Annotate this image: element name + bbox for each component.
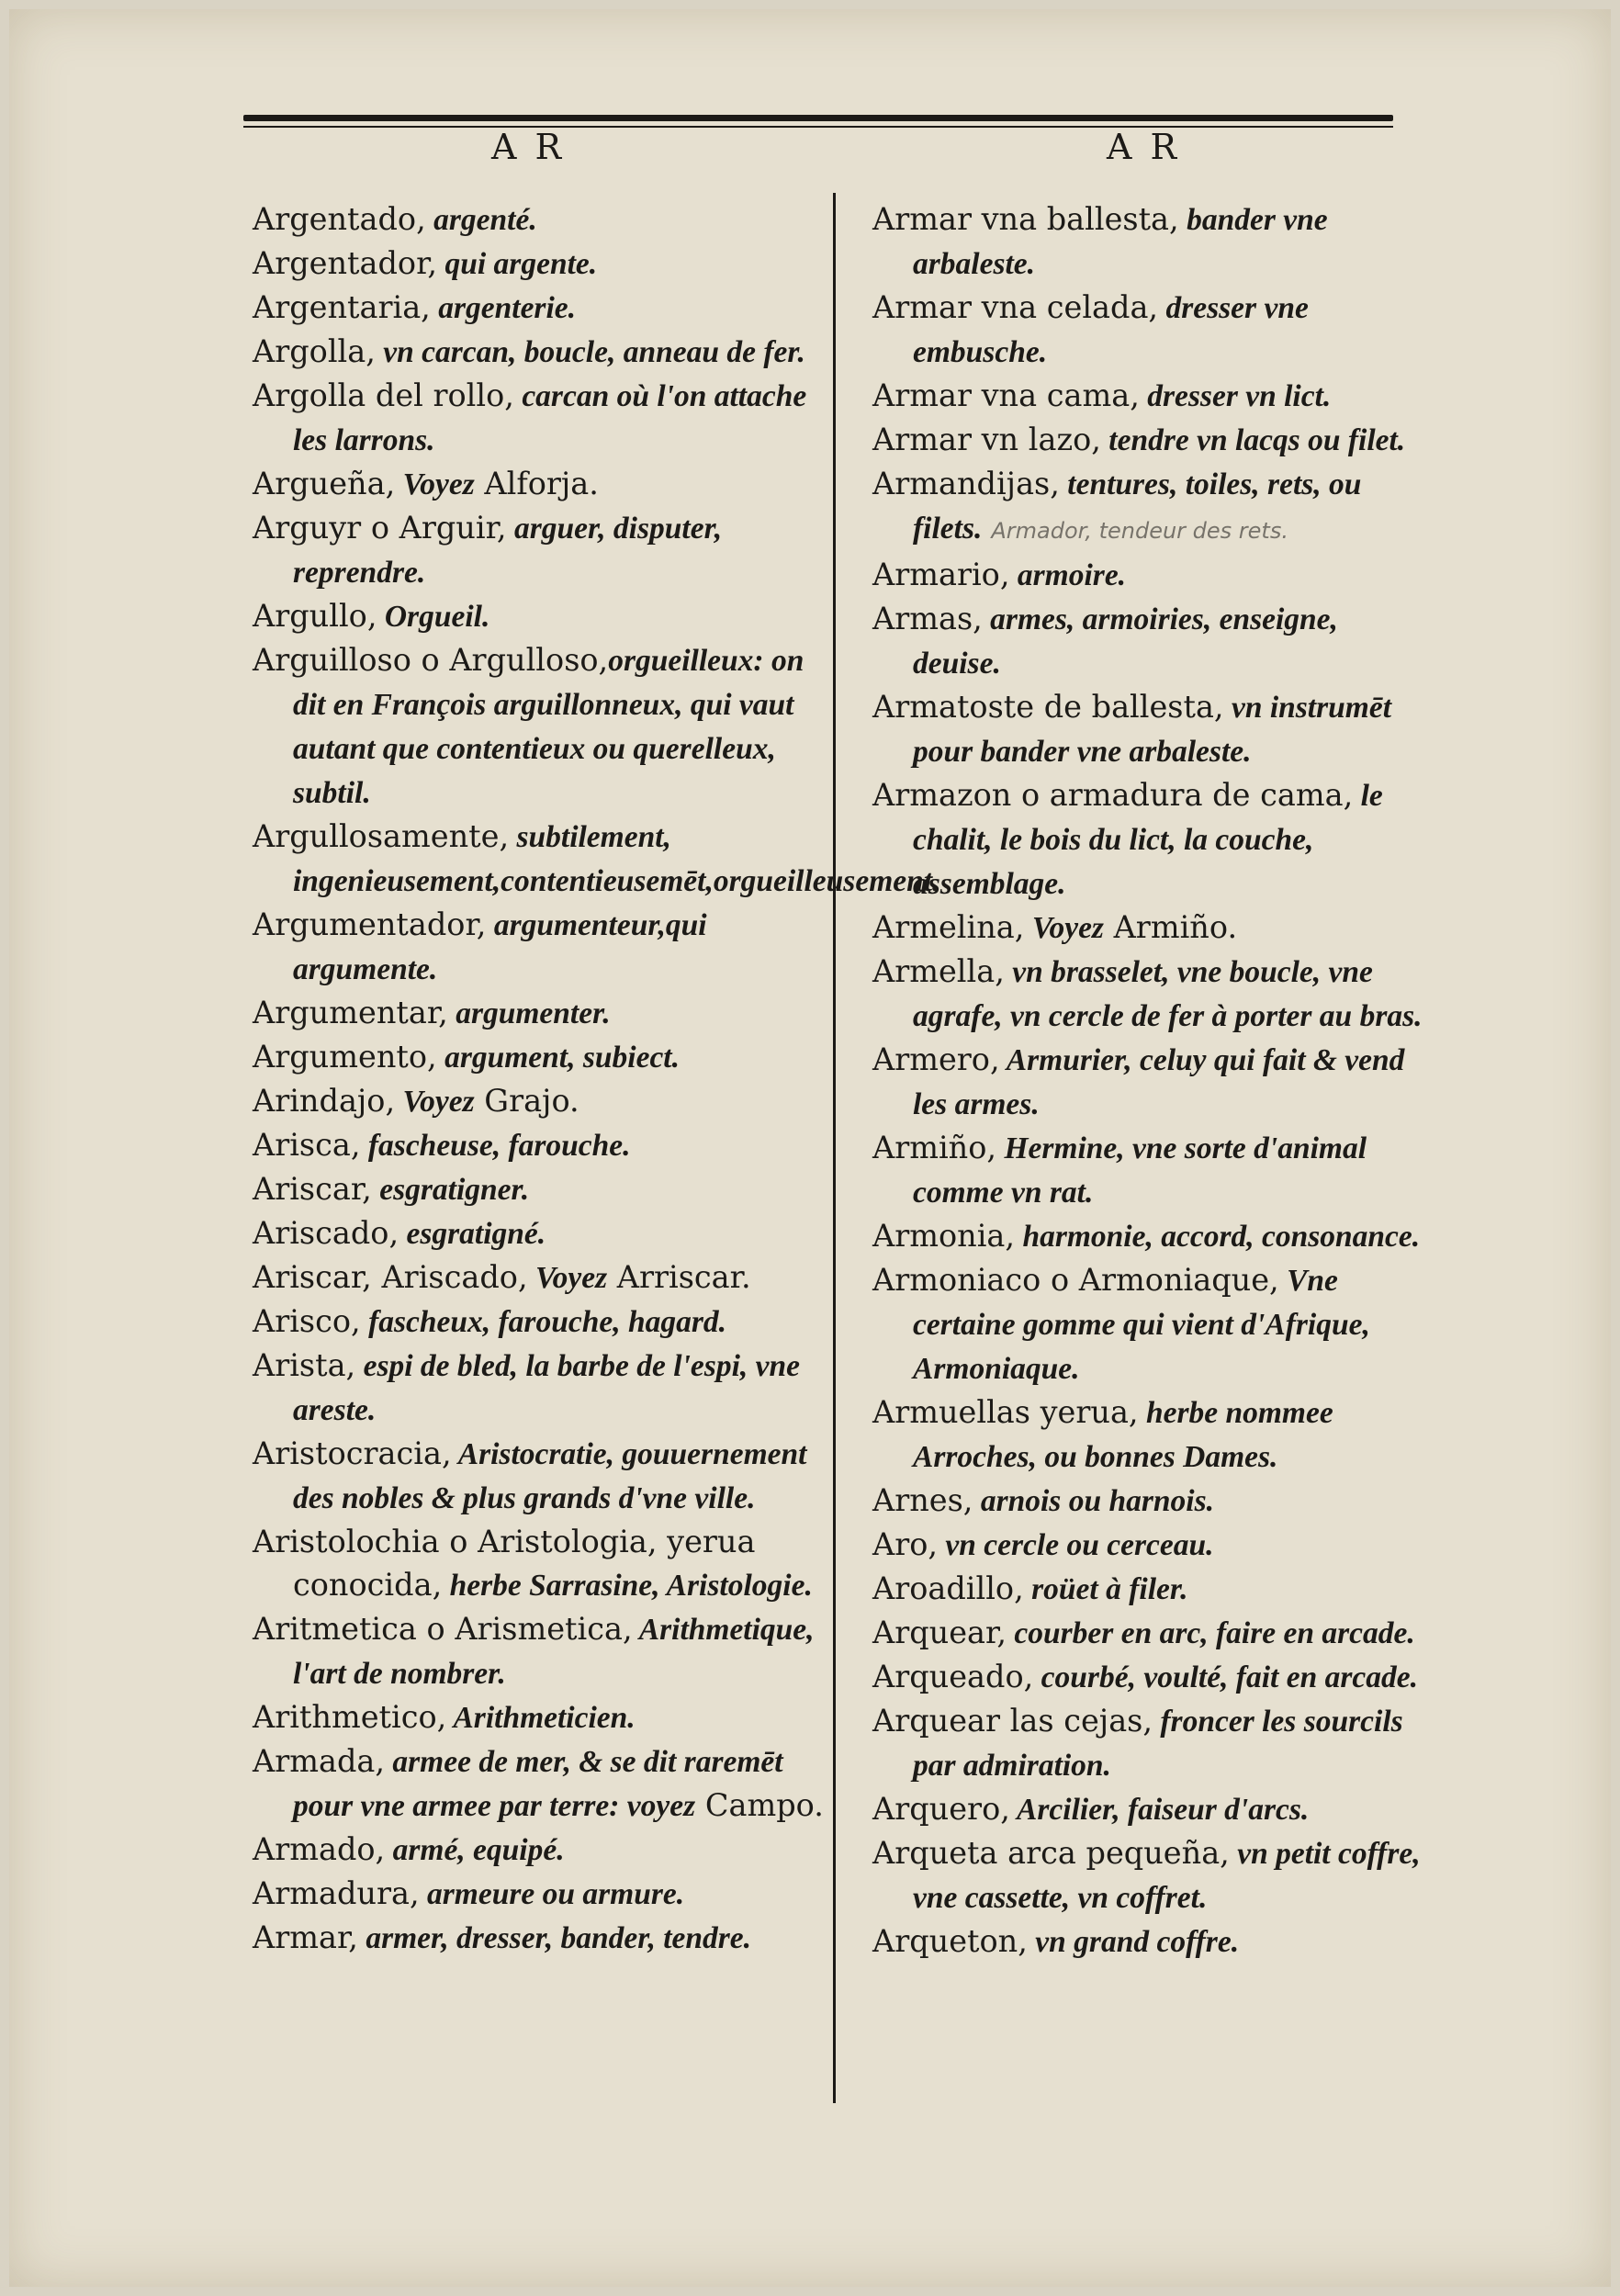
dictionary-entry (872, 685, 1423, 773)
entry-headword: Argentador, (253, 245, 438, 281)
entry-translation: dresser vne embusche. (913, 291, 1309, 369)
dictionary-entry (872, 1567, 1423, 1611)
entry-translation: Voyez (1024, 911, 1104, 945)
entry-translation: armer, dresser, bander, tendre. (357, 1921, 752, 1955)
entry-headword: Armar vna ballesta, (872, 201, 1179, 237)
entry-translation: herbe Sarrasine, Aristologie. (442, 1569, 813, 1603)
entry-headword: Arindajo, (253, 1083, 396, 1119)
dictionary-entry (253, 1916, 827, 1960)
entry-translation: vn cercle ou cerceau. (938, 1528, 1214, 1562)
dictionary-entry (872, 374, 1423, 418)
dictionary-entry (253, 1607, 827, 1695)
handwritten-annotation: Armador, tendeur des rets. (991, 518, 1288, 544)
entry-headword: Armas, (872, 601, 983, 636)
entry-headword: Armazon o armadura de cama, (872, 777, 1354, 813)
entry-translation: argument, subiect. (436, 1041, 680, 1075)
entry-headword: Armado, (253, 1831, 386, 1867)
dictionary-entry (253, 1079, 827, 1123)
entry-headword: Aristolochia o Aristologia, yerua conocida, (253, 1524, 756, 1603)
entry-translation: Voyez (395, 1085, 475, 1119)
dictionary-entry (253, 594, 827, 638)
entry-translation: carcan où l'on attache les larrons. (293, 379, 807, 457)
dictionary-entry (253, 462, 827, 506)
entry-headword: Argumento, (253, 1039, 437, 1075)
entry-headword: Armandijas, (872, 466, 1060, 501)
dictionary-entry (253, 506, 827, 594)
entry-translation: dresser vn lict. (1139, 379, 1332, 413)
dictionary-entry (872, 462, 1423, 553)
entry-crossref: Arriscar. (607, 1259, 751, 1295)
dictionary-entry (253, 1520, 827, 1607)
entry-translation: esgratigner. (371, 1173, 530, 1207)
entry-headword: Armadura, (253, 1875, 420, 1911)
dictionary-entry (253, 638, 827, 815)
entry-translation: subtilement, ingenieusement,contentieusemēt,orgueilleusement. (293, 820, 940, 898)
entry-translation: fascheuse, farouche. (360, 1129, 631, 1163)
entry-translation: vn instrumēt pour bander vne arbaleste. (913, 691, 1392, 769)
entry-headword: Argentaria, (253, 289, 431, 325)
entry-translation: Arcilier, faiseur d'arcs. (1009, 1793, 1310, 1827)
entry-headword: Aro, (872, 1526, 939, 1562)
dictionary-entry (872, 1699, 1423, 1787)
dictionary-entry (872, 1655, 1423, 1699)
entry-headword: Aristocracia, (253, 1435, 452, 1471)
entry-headword: Armella, (872, 953, 1005, 989)
running-header-left: A R (491, 127, 566, 167)
entry-translation: le chalit, le bois du lict, la couche, assemblage. (913, 779, 1383, 901)
entry-translation: tendre vn lacqs ou filet. (1100, 423, 1406, 457)
entry-translation: argenterie. (430, 291, 577, 325)
dictionary-entry (253, 1695, 827, 1739)
entry-crossref: Grajo. (474, 1083, 579, 1119)
entry-translation: vn carcan, boucle, anneau de fer. (375, 335, 805, 369)
dictionary-entry (872, 1611, 1423, 1655)
dictionary-entry (253, 1872, 827, 1916)
dictionary-entry (872, 1214, 1423, 1258)
dictionary-entry (253, 286, 827, 330)
entry-headword: Armonia, (872, 1218, 1016, 1254)
entry-translation: arguer, disputer, reprendre. (293, 512, 723, 590)
dictionary-entry (872, 197, 1423, 286)
dictionary-entry (872, 1038, 1423, 1126)
dictionary-entry (253, 1344, 827, 1432)
entry-headword: Armar vn lazo, (872, 422, 1101, 457)
entry-translation: vn grand coffre. (1027, 1925, 1240, 1959)
entry-translation: Hermine, vne sorte d'animal comme vn rat. (913, 1131, 1367, 1210)
dictionary-entry (253, 1432, 827, 1520)
dictionary-entry (872, 1831, 1423, 1919)
entry-translation: fascheux, farouche, hagard. (360, 1305, 727, 1339)
entry-headword: Argueña, (253, 466, 396, 501)
entry-translation: armoire. (1009, 558, 1127, 592)
dictionary-entry (872, 1126, 1423, 1214)
entry-translation: armes, armoiries, enseigne, deuise. (913, 602, 1338, 681)
entry-headword: Armar vna celada, (872, 289, 1159, 325)
entry-translation: herbe nommee Arroches, ou bonnes Dames. (913, 1396, 1333, 1474)
dictionary-entry (872, 906, 1423, 950)
entry-headword: Armuellas yerua, (872, 1394, 1139, 1430)
entry-translation: Arithmetique, l'art de nombrer. (293, 1613, 815, 1691)
entry-translation: qui argente. (437, 247, 598, 281)
dictionary-entry (872, 553, 1423, 597)
dictionary-entry (253, 1123, 827, 1167)
dictionary-entry (253, 242, 827, 286)
entry-crossref: Alforja. (474, 466, 599, 501)
entry-headword: Aroadillo, (872, 1570, 1024, 1606)
column-divider (833, 193, 836, 2103)
dictionary-entry (253, 991, 827, 1035)
entry-translation: courber en arc, faire en arcade. (1007, 1616, 1415, 1650)
dictionary-entry (253, 197, 827, 242)
dictionary-entry (253, 1828, 827, 1872)
entry-headword: Argolla del rollo, (253, 377, 514, 413)
entry-translation: tentures, toiles, rets, ou filets. (913, 467, 1362, 546)
dictionary-entry (872, 1787, 1423, 1831)
top-rule-thin (243, 126, 1393, 128)
dictionary-entry (872, 950, 1423, 1038)
entry-headword: Ariscado, (253, 1215, 399, 1251)
dictionary-entry (872, 286, 1423, 374)
entry-headword: Aritmetica o Arismetica, (253, 1611, 633, 1647)
entry-headword: Armatoste de ballesta, (872, 689, 1224, 725)
entry-translation: Aristocratie, gouuernement des nobles & plus grands d'vne ville. (293, 1437, 807, 1515)
entry-translation: argumenter. (447, 996, 611, 1030)
entry-headword: Arquear las cejas, (872, 1703, 1153, 1739)
entry-translation: argumenteur,qui argumente. (293, 908, 707, 986)
entry-headword: Arqueton, (872, 1923, 1028, 1959)
entry-headword: Armoniaco o Armoniaque, (872, 1262, 1279, 1298)
entry-translation: armeure ou armure. (419, 1877, 685, 1911)
entry-headword: Armero, (872, 1041, 1000, 1077)
entry-translation: espi de bled, la barbe de l'espi, vne areste. (293, 1349, 800, 1427)
dictionary-entry (872, 1479, 1423, 1523)
entry-headword: Argullo, (253, 598, 377, 634)
dictionary-entry (872, 1919, 1423, 1964)
entry-headword: Armiño, (872, 1130, 997, 1165)
entry-headword: Argumentar, (253, 995, 448, 1030)
entry-translation: Vne certaine gomme qui vient d'Afrique, Armoniaque. (913, 1264, 1370, 1386)
entry-headword: Ariscar, (253, 1171, 372, 1207)
dictionary-entry (253, 815, 940, 903)
dictionary-entry (872, 1523, 1423, 1567)
entry-translation: arnois ou harnois. (973, 1484, 1214, 1518)
entry-translation: armee de mer, & se dit raremēt pour vne armee par terre: voyez (293, 1745, 783, 1823)
entry-translation: vn brasselet, vne boucle, vne agrafe, vn cercle de fer à porter au bras. (913, 955, 1423, 1033)
entry-translation: armé, equipé. (385, 1833, 565, 1867)
dictionary-entry (872, 597, 1423, 685)
entry-translation: bander vne arbaleste. (913, 203, 1328, 281)
entry-translation: Voyez (395, 467, 475, 501)
entry-headword: Arithmetico, (253, 1699, 447, 1735)
entry-headword: Argolla, (253, 333, 376, 369)
entry-headword: Argentado, (253, 201, 426, 237)
dictionary-entry (872, 773, 1423, 906)
entry-headword: Arguyr o Arguir, (253, 510, 507, 546)
entry-translation: esgratigné. (399, 1217, 546, 1251)
entry-headword: Arista, (253, 1347, 356, 1383)
entry-translation: roüet à filer. (1023, 1572, 1188, 1606)
entry-headword: Arqueado, (872, 1659, 1034, 1694)
entry-headword: Armada, (253, 1743, 386, 1779)
entry-translation: orgueilleux: on dit en François arguillonneux, qui vaut autant que contentieux ou querelleux, subtil. (293, 644, 804, 810)
entry-translation: froncer les sourcils par admiration. (913, 1705, 1403, 1783)
entry-headword: Armario, (872, 557, 1010, 592)
entry-crossref: Armiño. (1103, 909, 1238, 945)
dictionary-entry (253, 1211, 827, 1255)
entry-translation: harmonie, accord, consonance. (1015, 1220, 1421, 1254)
entry-headword: Armelina, (872, 909, 1025, 945)
entry-headword: Arisca, (253, 1127, 361, 1163)
entry-translation: Armurier, celuy qui fait & vend les armes. (913, 1043, 1405, 1121)
entry-translation: courbé, voulté, fait en arcade. (1033, 1660, 1418, 1694)
dictionary-entry (253, 374, 827, 462)
entry-translation: Arithmeticien. (446, 1701, 636, 1735)
entry-headword: Arnes, (872, 1482, 973, 1518)
dictionary-entry (872, 1258, 1423, 1390)
entry-headword: Ariscar, Ariscado, (253, 1259, 528, 1295)
dictionary-entry (253, 903, 827, 991)
top-rule (243, 115, 1393, 121)
entry-headword: Armar, (253, 1919, 358, 1955)
dictionary-entry (872, 418, 1423, 462)
entry-headword: Argullosamente, (253, 818, 510, 854)
dictionary-entry (253, 1300, 827, 1344)
dictionary-entry (253, 1739, 827, 1828)
entry-headword: Arquear, (872, 1615, 1007, 1650)
entry-translation: argenté. (425, 203, 537, 237)
entry-headword: Argumentador, (253, 906, 487, 942)
dictionary-entry (253, 1035, 827, 1079)
entry-headword: Arquero, (872, 1791, 1010, 1827)
dictionary-entry (253, 330, 827, 374)
entry-translation: Orgueil. (377, 600, 490, 634)
right-column (872, 197, 1423, 1964)
entry-headword: Armar vna cama, (872, 377, 1140, 413)
entry-headword: Arqueta arca pequeña, (872, 1835, 1230, 1871)
entry-translation: Voyez (527, 1261, 608, 1295)
dictionary-page (9, 9, 1611, 2287)
entry-headword: Arguilloso o Argulloso, (253, 642, 609, 678)
entry-headword: Arisco, (253, 1303, 361, 1339)
dictionary-entry (872, 1390, 1423, 1479)
entry-translation: vn petit coffre, vne cassette, vn coffret. (913, 1837, 1421, 1915)
dictionary-entry (253, 1167, 827, 1211)
entry-crossref: Campo. (695, 1787, 824, 1823)
running-header-right: A R (1107, 127, 1181, 167)
dictionary-entry (253, 1255, 827, 1300)
